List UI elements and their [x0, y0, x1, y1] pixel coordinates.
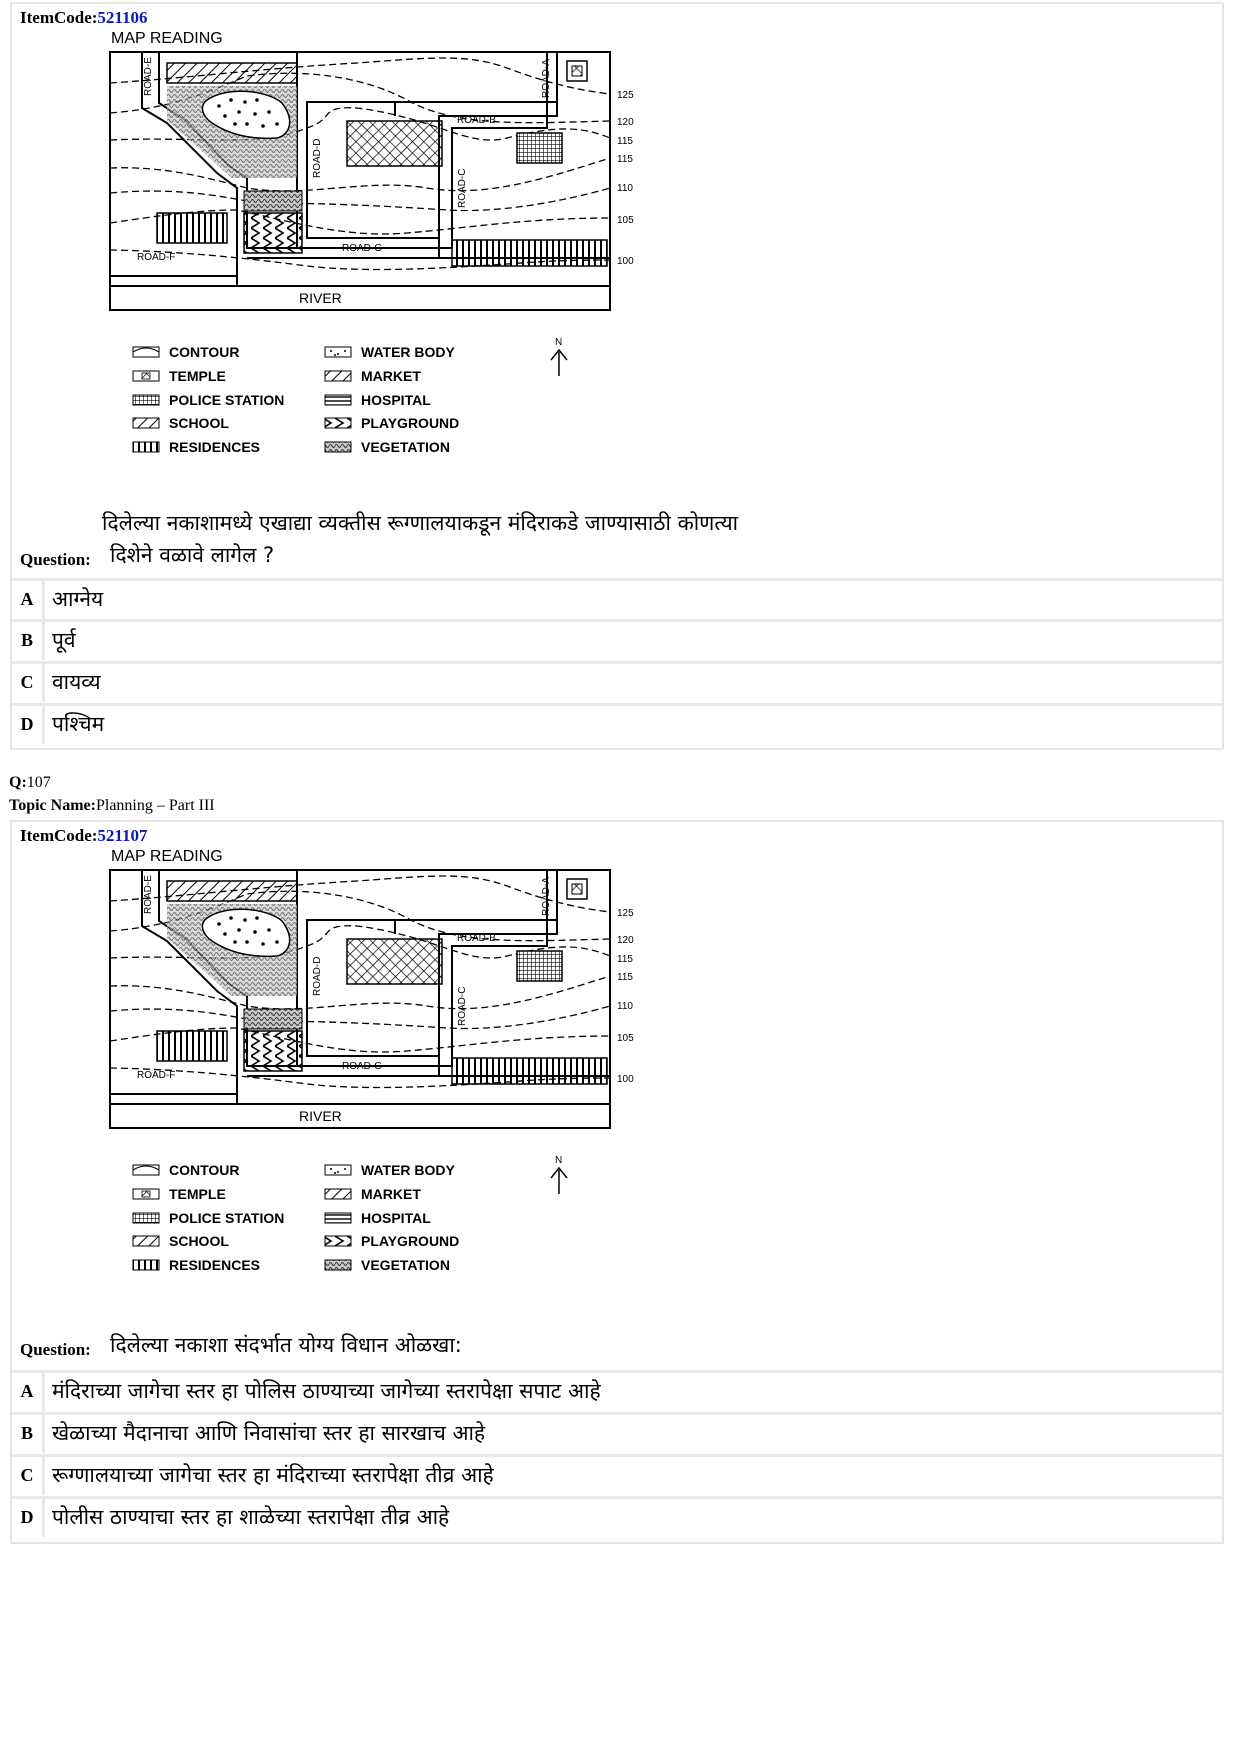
hospital — [347, 939, 442, 984]
contour-value: 115 — [617, 136, 633, 147]
legend-item-label: POLICE STATION — [169, 392, 285, 408]
option-letter: C — [12, 1457, 45, 1495]
option-b[interactable] — [12, 619, 1222, 660]
option-d[interactable] — [12, 1496, 1222, 1537]
river-label: RIVER — [299, 1108, 342, 1124]
option-letter: A — [12, 581, 45, 619]
option-text: आग्नेय — [52, 587, 104, 611]
item-code — [20, 8, 147, 28]
item-code-label: ItemCode: — [20, 826, 98, 845]
option-letter: C — [12, 664, 45, 702]
road-label: ROAD-E — [143, 57, 154, 96]
map-figure — [107, 28, 727, 473]
residences-right — [452, 1058, 607, 1084]
contour-value: 110 — [617, 1001, 633, 1012]
option-text: पश्चिम — [52, 712, 105, 736]
north-arrow-icon — [551, 337, 567, 376]
residences-right — [452, 240, 607, 266]
legend-item-label: VEGETATION — [361, 1257, 450, 1273]
question-label: Question: — [20, 1340, 91, 1359]
map-figure — [107, 846, 727, 1291]
road-label: ROAD-B — [457, 933, 496, 944]
legend-item-label: PLAYGROUND — [361, 415, 460, 431]
police-station — [517, 133, 562, 163]
residences-left — [157, 213, 227, 243]
legend-item-label: CONTOUR — [169, 344, 240, 360]
river-label: RIVER — [299, 290, 342, 306]
question-block-1 — [10, 2, 1224, 750]
contour-value: 105 — [617, 215, 634, 226]
road-label: ROAD-D — [312, 956, 323, 996]
option-text: पोलीस ठाण्याचा स्तर हा शाळेच्या स्तरापेक्षा तीव्र आहे — [52, 1505, 450, 1529]
legend-item-label: WATER BODY — [361, 344, 455, 360]
legend-item-label: SCHOOL — [169, 415, 229, 431]
contour-value: 120 — [617, 117, 634, 128]
contour-value: 125 — [617, 90, 634, 101]
contour-value: 115 — [617, 972, 633, 983]
option-d[interactable] — [12, 703, 1222, 744]
legend-item-label: HOSPITAL — [361, 392, 431, 408]
question-text-line1: दिलेल्या नकाशा संदर्भात योग्य विधान ओळखा: — [110, 1333, 462, 1357]
question-text-line2: दिशेने वळावे लागेल ? — [110, 543, 275, 567]
option-letter: D — [12, 706, 45, 744]
map-title: MAP READING — [111, 30, 223, 47]
road-label: ROAD-G — [342, 1061, 382, 1072]
option-letter: B — [12, 622, 45, 660]
legend-item-label: VEGETATION — [361, 439, 450, 455]
topic-label: Topic Name: — [9, 797, 96, 814]
question-block-2 — [10, 820, 1224, 1544]
north-label: N — [555, 337, 563, 348]
q-label: Q: — [9, 774, 27, 791]
residences-left — [157, 1031, 227, 1061]
question-text-line1: दिलेल्या नकाशामध्ये एखाद्या व्यक्तीस रूग्णालयाकडून मंदिराकडे जाण्यासाठी कोणत्या — [102, 511, 739, 535]
north-arrow-icon — [551, 1155, 567, 1194]
contour-value: 125 — [617, 908, 634, 919]
legend-item-label: POLICE STATION — [169, 1210, 285, 1226]
map-title: MAP READING — [111, 848, 223, 865]
road-label: ROAD-E — [143, 875, 154, 914]
legend-item-label: SCHOOL — [169, 1233, 229, 1249]
contour-value: 120 — [617, 935, 634, 946]
road-label: ROAD-F — [137, 252, 176, 263]
legend-item-label: CONTOUR — [169, 1162, 240, 1178]
road-label: ROAD-C — [457, 168, 468, 208]
topic-value: Planning – Part III — [95, 797, 215, 814]
option-a[interactable] — [12, 1370, 1222, 1411]
option-text: पूर्व — [52, 628, 76, 652]
playground — [244, 213, 302, 253]
legend-item-label: RESIDENCES — [169, 1257, 261, 1273]
legend-item-label: HOSPITAL — [361, 1210, 431, 1226]
road-label: ROAD-G — [342, 243, 382, 254]
option-text: रूग्णालयाच्या जागेचा स्तर हा मंदिराच्या स्तरापेक्षा तीव्र आहे — [52, 1463, 494, 1487]
question-number — [9, 774, 51, 792]
topic-name — [9, 797, 215, 815]
option-a[interactable] — [12, 578, 1222, 619]
contour-value: 100 — [617, 1074, 634, 1085]
q-number: 107 — [26, 774, 51, 791]
legend-item-label: RESIDENCES — [169, 439, 261, 455]
item-code — [20, 826, 147, 846]
option-c[interactable] — [12, 1454, 1222, 1495]
map-legend — [133, 1162, 459, 1273]
legend-item-label: TEMPLE — [169, 368, 226, 384]
item-code-value: 521106 — [97, 8, 148, 27]
option-letter: D — [12, 1499, 45, 1537]
market-area — [167, 63, 297, 83]
contour-value: 110 — [617, 183, 633, 194]
question-label: Question: — [20, 550, 91, 569]
option-letter: B — [12, 1415, 45, 1453]
option-text: मंदिराच्या जागेचा स्तर हा पोलिस ठाण्याच्या जागेच्या स्तरापेक्षा सपाट आहे — [52, 1379, 601, 1403]
road-label: ROAD-C — [457, 986, 468, 1026]
contour-value: 100 — [617, 256, 634, 267]
road-label: ROAD-D — [312, 138, 323, 178]
legend-item-label: MARKET — [361, 368, 421, 384]
legend-item-label: PLAYGROUND — [361, 1233, 460, 1249]
road-label: ROAD-B — [457, 115, 496, 126]
item-code-label: ItemCode: — [20, 8, 98, 27]
option-text: खेळाच्या मैदानाचा आणि निवासांचा स्तर हा सारखाच आहे — [52, 1421, 486, 1445]
north-label: N — [555, 1155, 563, 1166]
legend-item-label: TEMPLE — [169, 1186, 226, 1202]
option-text: वायव्य — [52, 670, 101, 694]
market-area — [167, 881, 297, 901]
hospital — [347, 121, 442, 166]
road-label: ROAD-A — [541, 877, 552, 916]
contour-value: 115 — [617, 954, 633, 965]
contour-value: 115 — [617, 154, 633, 165]
road-label: ROAD-F — [137, 1070, 176, 1081]
item-code-value: 521107 — [97, 826, 148, 845]
police-station — [517, 951, 562, 981]
playground — [244, 1031, 302, 1071]
legend-item-label: WATER BODY — [361, 1162, 455, 1178]
option-c[interactable] — [12, 661, 1222, 702]
legend-item-label: MARKET — [361, 1186, 421, 1202]
option-letter: A — [12, 1373, 45, 1411]
contour-value: 105 — [617, 1033, 634, 1044]
option-b[interactable] — [12, 1412, 1222, 1453]
road-label: ROAD-A — [541, 59, 552, 98]
map-legend — [133, 344, 459, 455]
